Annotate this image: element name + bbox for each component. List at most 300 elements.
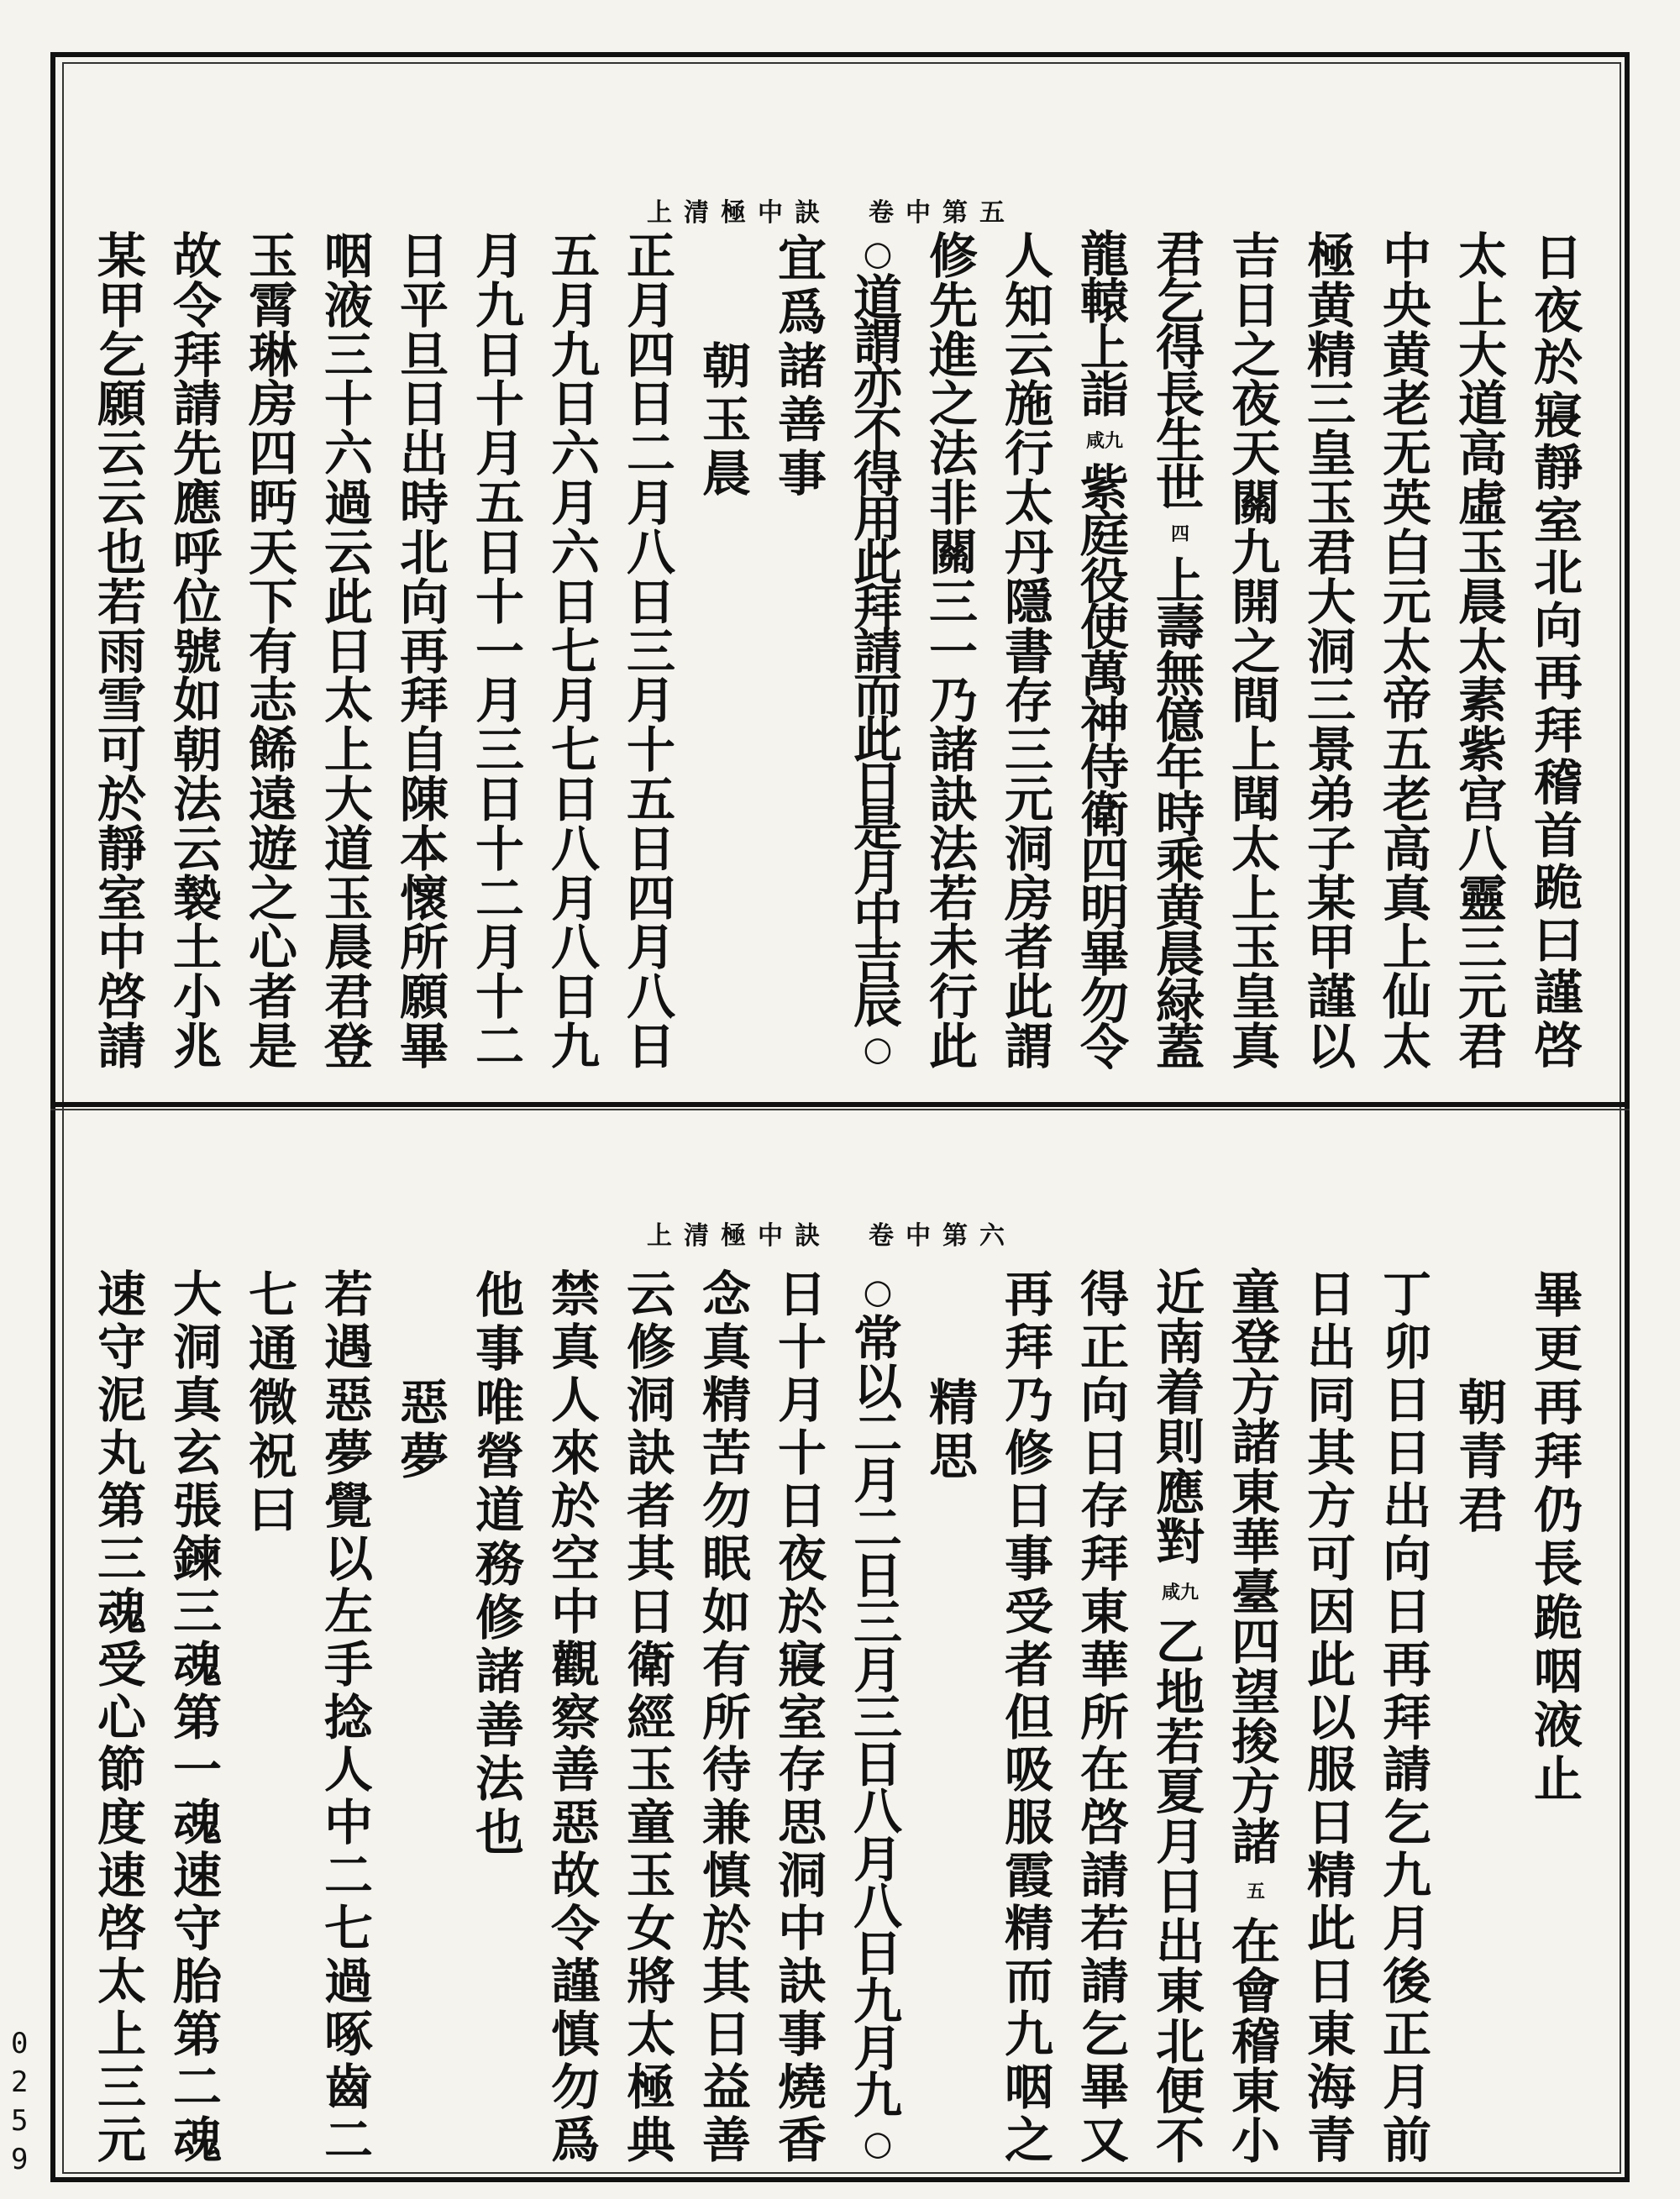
character: 請	[172, 375, 222, 433]
character: 思	[777, 1794, 827, 1852]
character: 月	[475, 425, 524, 483]
character: 霞	[1004, 1847, 1053, 1905]
margin-note: 咸九	[1085, 430, 1123, 453]
character: 云	[172, 820, 222, 878]
character: 應	[1155, 1463, 1205, 1521]
character: 九	[1004, 2006, 1053, 2064]
character: 玉	[1457, 523, 1507, 581]
character: 黄	[1155, 879, 1205, 937]
character: 玉	[1231, 919, 1280, 977]
character: 所	[701, 1688, 751, 1746]
character: 君	[1457, 1018, 1507, 1075]
text-column	[1520, 1268, 1596, 2167]
character: 畢	[1079, 2059, 1129, 2117]
character: 青	[1306, 2112, 1356, 2169]
character: 小	[1231, 2112, 1280, 2170]
text-column	[916, 1268, 991, 2167]
character: 香	[777, 2112, 827, 2169]
character: 蓋	[1155, 1019, 1205, 1077]
character: 液	[1533, 1697, 1583, 1754]
character: 四	[626, 869, 675, 927]
character: 拜	[172, 326, 222, 384]
character: 洞	[626, 1371, 675, 1429]
character: 五	[626, 770, 675, 828]
character: 役	[1079, 552, 1129, 610]
character: 拜	[1382, 1688, 1431, 1746]
text-column	[160, 1268, 235, 2167]
character: 十	[626, 722, 675, 779]
character: 開	[1231, 573, 1280, 631]
character: 五	[1382, 722, 1431, 779]
character: 正	[626, 228, 675, 285]
character: 啓	[1079, 1794, 1129, 1852]
character: 丁	[1382, 1266, 1431, 1323]
character: 寢	[777, 1635, 827, 1693]
character: 道	[853, 269, 902, 327]
character: 修	[928, 228, 978, 285]
character: 更	[1533, 1320, 1583, 1378]
margin-note: 咸九	[1161, 1581, 1199, 1603]
character: 諸	[1231, 1414, 1280, 1472]
character: 啓	[97, 968, 146, 1026]
character: 號	[172, 622, 222, 680]
character: 丹	[1004, 523, 1053, 581]
character: 其	[626, 1530, 675, 1588]
character: 九	[475, 276, 524, 334]
character: 魂	[172, 1794, 222, 1852]
character: 極	[1306, 228, 1356, 285]
character: 君	[1457, 1482, 1507, 1539]
character: 餙	[248, 722, 297, 779]
character: 日	[1306, 1266, 1356, 1323]
character: 勿	[1079, 972, 1129, 1030]
character: 四	[1079, 832, 1129, 890]
character: 極	[626, 2059, 675, 2117]
character: 小	[172, 968, 222, 1026]
character: 法	[172, 770, 222, 828]
character: 之	[248, 869, 297, 927]
character: 玉	[1306, 475, 1356, 533]
header-text: 上清極中訣 卷中第五	[647, 198, 1016, 228]
character: 太	[1382, 1018, 1431, 1075]
character: 室	[1533, 491, 1583, 549]
character: 精	[1004, 1900, 1053, 1958]
character: 上	[323, 722, 373, 779]
character: 二	[853, 1404, 902, 1462]
character: 日	[475, 523, 524, 581]
character: 請	[97, 1018, 146, 1075]
text-column	[689, 232, 764, 1072]
character: 者	[626, 1477, 675, 1535]
character: 不	[1155, 2112, 1205, 2170]
character: 白	[1382, 523, 1431, 581]
character: 速	[97, 1266, 146, 1323]
character: 出	[1382, 1477, 1431, 1535]
character: 請	[1079, 1953, 1129, 2011]
character: 一	[928, 622, 978, 680]
character: 出	[1155, 1913, 1205, 1971]
character: 晨	[1457, 573, 1507, 631]
character: 陳	[399, 770, 449, 828]
character: 在	[1079, 1741, 1129, 1799]
character: 謹	[1306, 968, 1356, 1026]
character: 褺	[172, 869, 222, 927]
character: 捻	[323, 1688, 373, 1746]
character: 君	[1155, 226, 1205, 283]
character: 年	[1155, 739, 1205, 797]
character: 紫	[1079, 459, 1129, 517]
text-column	[1369, 228, 1445, 1075]
character: 北	[399, 523, 449, 581]
character: 非	[928, 475, 978, 533]
character: 得	[853, 446, 902, 504]
character: 轅	[1079, 272, 1129, 330]
character: 有	[701, 1635, 751, 1693]
character: 衛	[626, 1635, 675, 1693]
character: 令	[1079, 1019, 1129, 1077]
character: 庭	[1079, 506, 1129, 564]
character: 日	[550, 770, 600, 828]
character: 得	[1155, 319, 1205, 377]
character: 云	[1004, 326, 1053, 384]
character: 八	[1457, 820, 1507, 878]
character: 令	[172, 276, 222, 334]
character: 日	[1382, 1424, 1431, 1482]
character: 乘	[1155, 832, 1205, 890]
character: 月	[1382, 2059, 1431, 2117]
character: 以	[323, 1530, 373, 1588]
character: 行	[1004, 425, 1053, 483]
character: 請	[1079, 1847, 1129, 1905]
character: 晨	[1155, 926, 1205, 984]
character: 止	[1533, 1750, 1583, 1808]
character: 如	[172, 672, 222, 730]
character: 魂	[172, 1635, 222, 1693]
character: 願	[399, 968, 449, 1026]
character: 於	[701, 1900, 751, 1958]
character: 月	[853, 1641, 902, 1699]
character: 云	[97, 475, 146, 533]
character: 聞	[1231, 770, 1280, 828]
character: 間	[1231, 672, 1280, 730]
character: 三	[626, 622, 675, 680]
text-column	[160, 228, 235, 1075]
character: 再	[399, 622, 449, 680]
character: 童	[626, 1794, 675, 1852]
character: 道	[323, 820, 373, 878]
character: 童	[1231, 1264, 1280, 1321]
character: 緑	[1155, 972, 1205, 1030]
character: 善	[701, 2112, 751, 2169]
character: 爲	[777, 284, 827, 341]
character: 心	[97, 1688, 146, 1746]
character: 畢	[399, 1018, 449, 1075]
character: 八	[626, 968, 675, 1026]
character: 速	[97, 1847, 146, 1905]
character: 液	[323, 276, 373, 334]
text-column	[235, 228, 311, 1075]
character: 咽	[1004, 2059, 1053, 2117]
text-column	[538, 228, 613, 1075]
character: 於	[1533, 334, 1583, 391]
character: 也	[475, 1804, 524, 1861]
character: 但	[1004, 1688, 1053, 1746]
character: 月	[475, 228, 524, 285]
character: 於	[550, 1477, 600, 1535]
character: 月	[626, 475, 675, 533]
character: 度	[97, 1794, 146, 1852]
circle-mark: ○	[863, 1030, 893, 1069]
character: 大	[1457, 326, 1507, 384]
character: 君	[1306, 523, 1356, 581]
character: 張	[172, 1477, 222, 1535]
margin-note: 四	[1170, 523, 1189, 546]
character: 無	[1155, 645, 1205, 703]
character: 而	[853, 667, 902, 725]
character: 詣	[1079, 365, 1129, 423]
character: 九	[1231, 523, 1280, 581]
character: 中	[97, 919, 146, 977]
character: 洞	[1004, 820, 1053, 878]
character: 弟	[1306, 770, 1356, 828]
character: 精	[1306, 1847, 1356, 1905]
text-column	[311, 228, 386, 1075]
text-column	[1218, 228, 1294, 1075]
character: 上	[1231, 722, 1280, 779]
character: 法	[475, 1750, 524, 1808]
character: 中	[323, 1794, 373, 1852]
character: 首	[1533, 806, 1583, 864]
character: 以	[853, 1357, 902, 1415]
character: 八	[853, 1783, 902, 1841]
text-column	[991, 228, 1067, 1075]
character: 向	[1079, 1371, 1129, 1429]
character: 三	[928, 573, 978, 631]
character: 方	[1231, 1763, 1280, 1821]
character: 月	[777, 1371, 827, 1429]
character: 向	[1533, 596, 1583, 654]
character: 思	[928, 1428, 978, 1485]
character: 元	[1382, 573, 1431, 631]
character: 謹	[550, 1953, 600, 2011]
character: 七	[248, 1267, 297, 1324]
character: 六	[550, 523, 600, 581]
character: 室	[777, 1688, 827, 1746]
text-column	[1520, 229, 1596, 1074]
character: 請	[1382, 1741, 1431, 1799]
character: 法	[928, 820, 978, 878]
character: 月	[550, 475, 600, 533]
character: 八	[853, 1878, 902, 1936]
character: 室	[97, 869, 146, 927]
character: 唯	[475, 1374, 524, 1431]
character: 稽	[1231, 2013, 1280, 2070]
character: 存	[777, 1741, 827, 1799]
character: 營	[475, 1428, 524, 1485]
character: 應	[172, 475, 222, 533]
character: 侍	[1079, 739, 1129, 797]
character: 苦	[701, 1424, 751, 1482]
character: 訣	[626, 1424, 675, 1482]
character: 先	[928, 276, 978, 334]
character: 三	[1306, 375, 1356, 433]
character: 訣	[777, 1953, 827, 2011]
character: 惡	[399, 1374, 449, 1431]
character: 地	[1155, 1663, 1205, 1721]
character: 啓	[97, 1900, 146, 1958]
character: 二	[853, 1499, 902, 1557]
character: 左	[323, 1582, 373, 1640]
character: 者	[248, 968, 297, 1026]
character: 三	[323, 326, 373, 384]
text-column	[386, 1268, 462, 2167]
character: 日	[777, 1266, 827, 1323]
character: 虛	[1457, 475, 1507, 533]
character: 洞	[777, 1847, 827, 1905]
character: 存	[1079, 1477, 1129, 1535]
character: 上	[1155, 552, 1205, 610]
character: 遠	[248, 770, 297, 828]
character: 寢	[1533, 386, 1583, 444]
text-column	[462, 228, 538, 1075]
character: 書	[1004, 622, 1053, 680]
character: 慎	[701, 1847, 751, 1905]
character: 道	[1457, 375, 1507, 433]
character: 日	[475, 770, 524, 828]
character: 太	[1457, 228, 1507, 285]
character: 七	[550, 622, 600, 680]
circle-mark: ○	[863, 234, 893, 273]
character: 諸	[475, 1643, 524, 1700]
character: 魂	[172, 2112, 222, 2169]
character: 君	[323, 968, 373, 1026]
character: 宜	[777, 230, 827, 287]
character: 三	[97, 1530, 146, 1588]
character: 四	[248, 425, 297, 483]
character: 帝	[1382, 672, 1431, 730]
character: 過	[323, 1953, 373, 2011]
character: 青	[1457, 1428, 1507, 1485]
character: 景	[1306, 722, 1356, 779]
character: 晨	[323, 919, 373, 977]
character: 行	[928, 968, 978, 1026]
character: 日	[550, 968, 600, 1026]
character: 上	[97, 2006, 146, 2064]
character: 慎	[550, 2006, 600, 2064]
character: 北	[1533, 544, 1583, 601]
character: 中	[777, 1900, 827, 1958]
text-column	[538, 1268, 613, 2167]
character: 之	[1231, 622, 1280, 680]
character: 萬	[1079, 645, 1129, 703]
character: 對	[1155, 1514, 1205, 1572]
character: 元	[1004, 770, 1053, 828]
character: 夜	[1231, 375, 1280, 433]
character: 念	[701, 1266, 751, 1323]
character: 拜	[1533, 701, 1583, 759]
character: 元	[1457, 968, 1507, 1026]
character: 時	[399, 475, 449, 533]
character: 前	[1382, 2112, 1431, 2169]
character: 十	[777, 1424, 827, 1482]
character: 本	[399, 820, 449, 878]
character: 九	[550, 1018, 600, 1075]
character: 也	[97, 523, 146, 581]
character: 玉	[701, 391, 751, 449]
character: 用	[853, 490, 902, 548]
character: 益	[701, 2059, 751, 2117]
character: 洞	[172, 1318, 222, 1376]
character: 東	[1155, 1963, 1205, 2021]
character: 者	[1004, 919, 1053, 977]
character: 九	[853, 1972, 902, 2030]
character: 此	[853, 534, 902, 592]
character: 眄	[248, 475, 297, 533]
character: 甲	[1306, 919, 1356, 977]
character: 精	[928, 1374, 978, 1431]
character: 拜	[1079, 1530, 1129, 1588]
character: 諸	[1231, 1813, 1280, 1871]
character: 日	[1231, 276, 1280, 334]
character: 第	[97, 1477, 146, 1535]
character: 日	[550, 375, 600, 433]
character: 此	[323, 573, 373, 631]
character: 太	[97, 1953, 146, 2011]
character: 大	[323, 770, 373, 828]
character: 燒	[777, 2059, 827, 2117]
character: 微	[248, 1374, 297, 1431]
character: 時	[1155, 785, 1205, 843]
character: 皇	[1231, 968, 1280, 1026]
character: 過	[323, 475, 373, 533]
character: 務	[475, 1535, 524, 1593]
character: 着	[1155, 1363, 1205, 1421]
text-column	[689, 1268, 764, 2167]
character: 呼	[172, 523, 222, 581]
character: 四	[1231, 1614, 1280, 1672]
text-column	[1142, 1264, 1218, 2170]
character: 長	[1533, 1535, 1583, 1593]
character: 通	[248, 1320, 297, 1378]
character: 道	[475, 1482, 524, 1539]
character: 旦	[399, 326, 449, 384]
character: 齒	[323, 2059, 373, 2117]
character: 日	[550, 573, 600, 631]
character: 進	[928, 326, 978, 384]
character: 某	[97, 228, 146, 285]
character: 二	[172, 2059, 222, 2117]
character: 之	[1004, 2112, 1053, 2169]
header-text: 上清極中訣 卷中第六	[647, 1221, 1016, 1251]
character: 向	[399, 573, 449, 631]
character: 會	[1231, 1963, 1280, 2021]
character: 所	[399, 919, 449, 977]
character: 精	[1306, 326, 1356, 384]
character: 太	[1457, 622, 1507, 680]
character: 於	[97, 770, 146, 828]
character: 六	[550, 425, 600, 483]
character: 十	[475, 968, 524, 1026]
character: 八	[550, 820, 600, 878]
character: 日	[1155, 1863, 1205, 1921]
character: 是	[853, 800, 902, 858]
character: 此	[928, 1018, 978, 1075]
character: 二	[626, 425, 675, 483]
character: 望	[1231, 1663, 1280, 1721]
character: 拜	[1004, 1318, 1053, 1376]
character: 其	[1306, 1424, 1356, 1482]
character: 同	[1306, 1371, 1356, 1429]
